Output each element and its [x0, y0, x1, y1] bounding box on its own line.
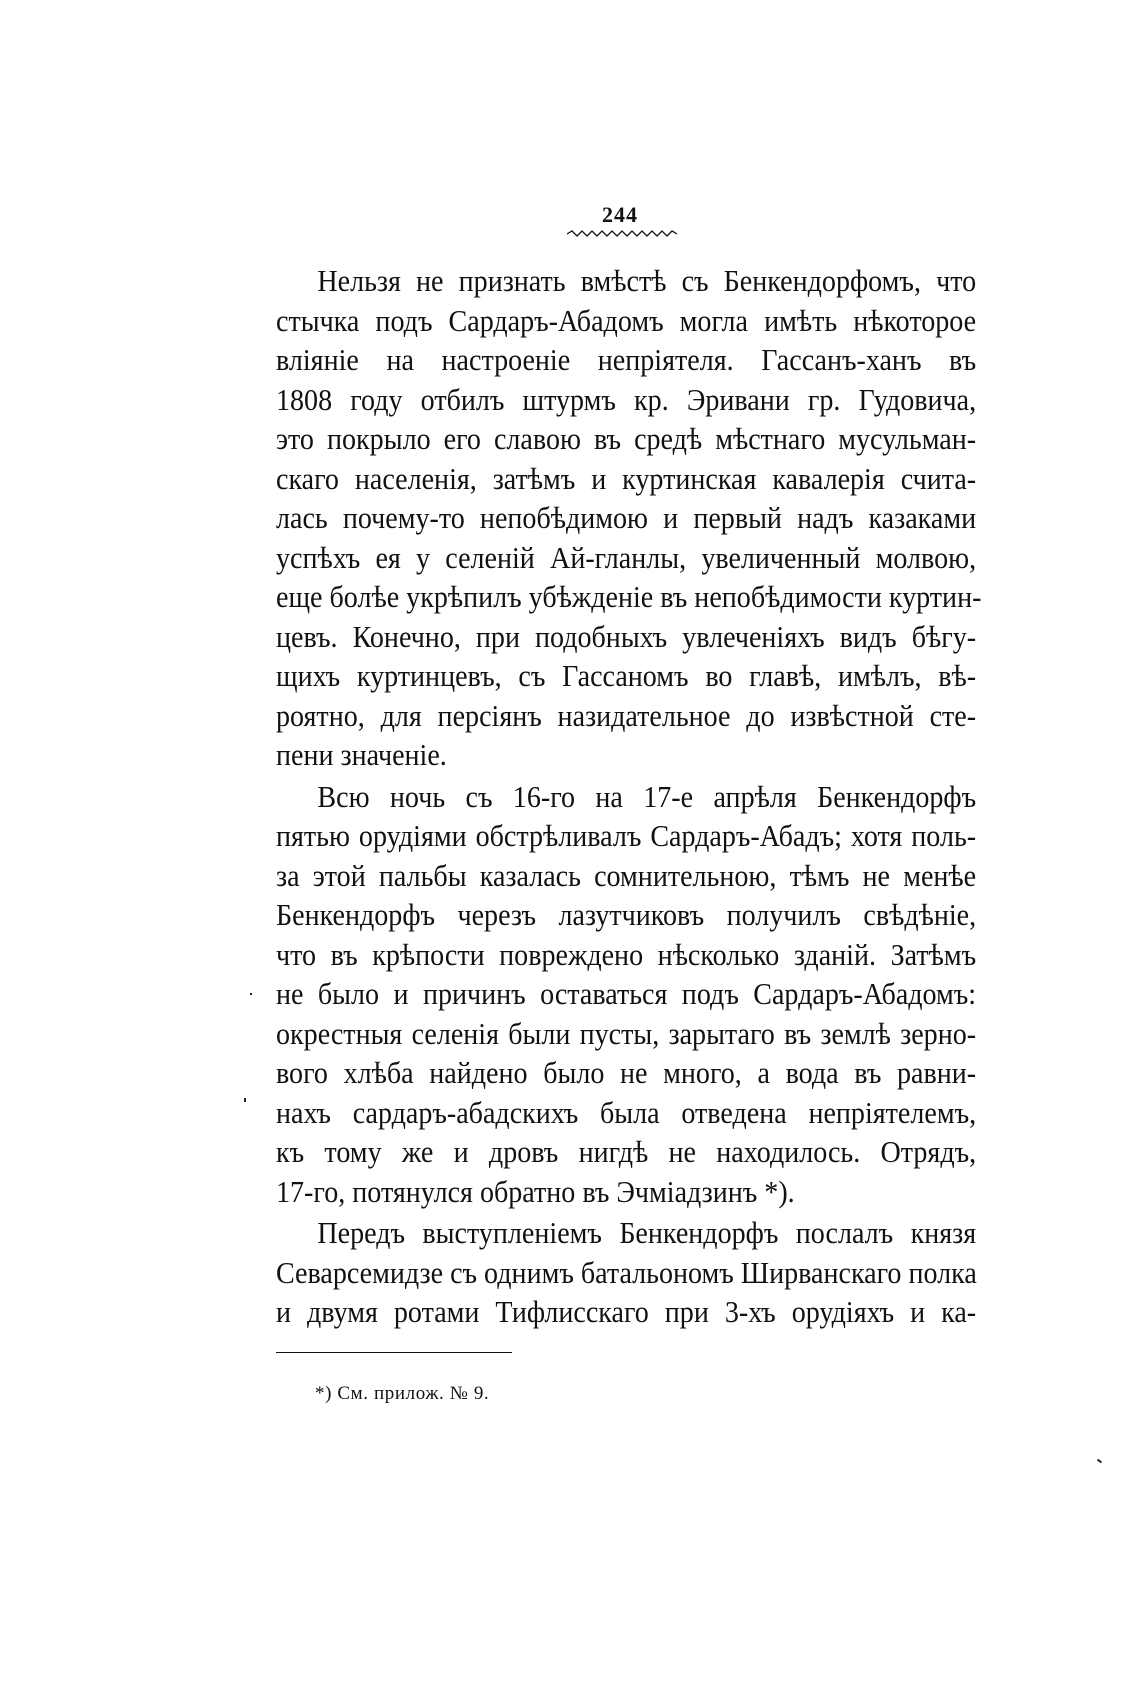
text-line: еще болѣе укрѣпилъ убѣжденіе въ непобѣдимости куртин-	[276, 580, 982, 614]
text-line: вого хлѣба найдено было не много, а вода въ равни-	[276, 1056, 977, 1090]
scan-speck	[250, 993, 252, 995]
text-line: стычка подъ Сардаръ-Абадомъ могла имѣть нѣкоторое	[276, 303, 977, 338]
paragraph-3	[276, 1214, 976, 1333]
text-line: пятью орудіями обстрѣливалъ Сардаръ-Абадъ; хотя поль-	[276, 819, 977, 853]
text-line: 17-го, потянулся обратно въ Эчміадзинъ *).	[276, 1174, 795, 1209]
text-line: не было и причинъ оставаться подъ Сардаръ-Абадомъ:	[276, 977, 977, 1011]
text-line: вліяніе на настроеніе непріятеля. Гассанъ-ханъ въ	[276, 343, 977, 377]
text-line: и двумя ротами Тифлисскаго при 3-хъ орудіяхъ и ка-	[276, 1295, 977, 1329]
page-number: 244	[602, 202, 638, 227]
text-line: Бенкендорфъ черезъ лазутчиковъ получилъ свѣдѣніе,	[276, 898, 977, 932]
text-line: роятно, для персіянъ назидательное до извѣстной сте-	[276, 698, 977, 733]
footnote: *) См. прилож. № 9.	[315, 1383, 490, 1404]
text-line: успѣхъ ея у селеній Ай-гланлы, увеличенный молвою,	[276, 540, 977, 575]
text-line: Севарсемидзе съ однимъ батальономъ Ширванскаго полка	[276, 1255, 977, 1290]
text-line: къ тому же и дровъ нигдѣ не находилось. Отрядъ,	[276, 1135, 977, 1169]
text-line: пени значеніе.	[276, 738, 447, 772]
page-number-wavy-rule	[567, 230, 677, 238]
text-line: Передъ выступленіемъ Бенкендорфъ послалъ князя	[317, 1216, 977, 1250]
text-line: окрестныя селенія были пусты, зарытаго въ землѣ зерно-	[276, 1016, 977, 1051]
text-line: цевъ. Конечно, при подобныхъ увлеченіяхъ видъ бѣгу-	[276, 619, 977, 654]
text-line: за этой пальбы казалась сомнительною, тѣмъ не менѣе	[276, 858, 977, 893]
text-line: Всю ночь съ 16-го на 17-е апрѣля Бенкендорфъ	[317, 779, 977, 814]
text-line: Нельзя не признать вмѣстѣ съ Бенкендорфомъ, что	[317, 264, 977, 298]
text-line: нахъ сардаръ-абадскихъ была отведена непріятелемъ,	[276, 1095, 977, 1130]
text-line: 1808 году отбилъ штурмъ кр. Эривани гр. Гудовича,	[276, 382, 977, 417]
text-line: скаго населенія, затѣмъ и куртинская кавалерія счита-	[276, 461, 977, 496]
paragraph-2	[276, 778, 976, 1213]
scan-speck	[1097, 1459, 1102, 1464]
text-line: лась почему-то непобѣдимою и первый надъ казаками	[276, 501, 977, 535]
text-line: что въ крѣпости повреждено нѣсколько зданій. Затѣмъ	[276, 937, 977, 972]
footnote-separator	[276, 1352, 512, 1353]
text-line: щихъ куртинцевъ, съ Гассаномъ во главѣ, имѣлъ, вѣ-	[276, 659, 977, 693]
text-line: это покрыло его славою въ средѣ мѣстнаго мусульман-	[276, 422, 977, 456]
paragraph-1	[276, 262, 982, 776]
scan-speck	[244, 1098, 246, 1102]
body-text	[276, 262, 982, 1333]
